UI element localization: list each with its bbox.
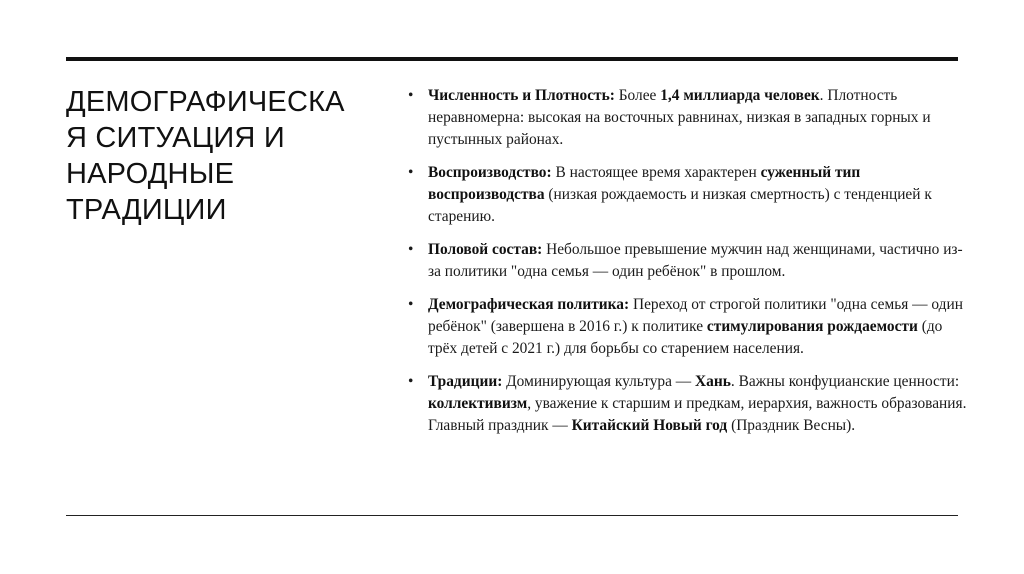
bullet-label: Воспроизводство: xyxy=(428,164,552,181)
bullet-item-sex-ratio: • Половой состав: Небольшое превышение мужчин над женщинами, частично из-за политики "одна семья — один ребёнок" в прошлом. xyxy=(408,241,963,280)
bullet-dot-icon: • xyxy=(408,373,414,390)
bullet-item-population: • Численность и Плотность: Более 1,4 миллиарда человек. Плотность неравномерна: высокая на восточных равнинах, низкая в западных горных и пустынных районах. xyxy=(408,87,931,148)
bottom-divider xyxy=(66,515,958,516)
bullet-item-policy: • Демографическая политика: Переход от строгой политики "одна семья — один ребёнок" (завершена в 2016 г.) к политике стимулирования рождаемости (до трёх детей с 2021 г.) для борьбы со старением населения. xyxy=(408,296,963,357)
slide-title: ДЕМОГРАФИЧЕСКА Я СИТУАЦИЯ И НАРОДНЫЕ ТРАДИЦИИ xyxy=(66,86,345,226)
bullet-label: Традиции: xyxy=(428,373,503,390)
bullet-label: Демографическая политика: xyxy=(428,296,630,313)
bullet-label: Численность и Плотность: xyxy=(428,87,615,104)
bullet-list xyxy=(408,85,968,448)
bullet-item-reproduction: • Воспроизводство: В настоящее время характерен суженный тип воспроизводства (низкая рождаемость и низкая смертность) с тенденцией к старению. xyxy=(408,164,932,225)
top-divider xyxy=(66,57,958,61)
bullet-dot-icon: • xyxy=(408,241,414,258)
bullet-label: Половой состав: xyxy=(428,241,543,258)
bullet-dot-icon: • xyxy=(408,164,414,181)
bullet-dot-icon: • xyxy=(408,296,414,313)
bullet-dot-icon: • xyxy=(408,87,414,104)
bullet-item-traditions: • Традиции: Доминирующая культура — Хань. Важны конфуцианские ценности: коллективизм, уважение к старшим и предкам, иерархия, важность образования. Главный праздник — Китайский Новый год (Праздник Весны). xyxy=(408,373,967,434)
